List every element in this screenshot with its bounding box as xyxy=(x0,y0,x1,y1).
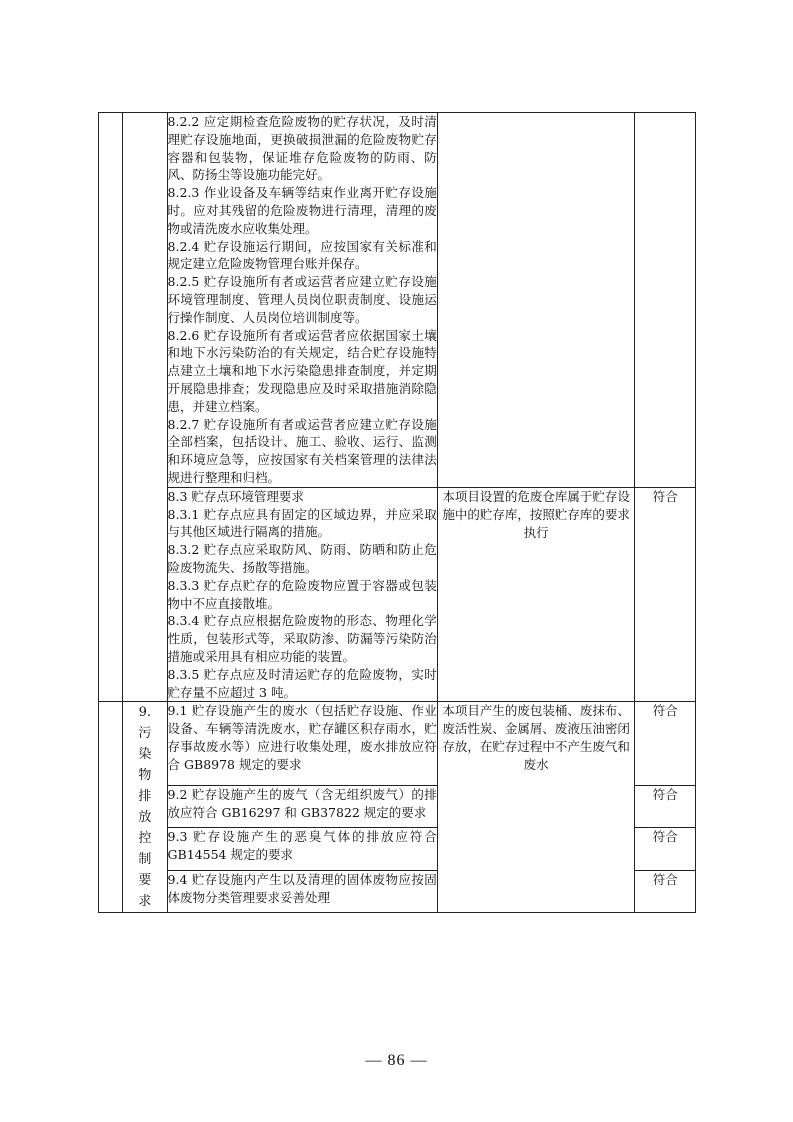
compliance-result: 符合 xyxy=(635,487,696,702)
blank-cell xyxy=(123,113,167,702)
requirement-cell xyxy=(167,487,437,702)
category-label xyxy=(123,702,167,913)
compliance-table xyxy=(98,112,696,913)
category-char: 染 xyxy=(138,747,152,763)
requirement-text: 8.3.3 贮存点贮存的危险废物应置于容器或包装物中不应直接散堆。 xyxy=(167,577,437,611)
project-description: 本项目设置的危废仓库属于贮存设施中的贮存库，按照贮存库的要求执行 xyxy=(437,487,635,702)
requirement-text: 9.3 贮存设施产生的恶臭气体的排放应符合 GB14554 规定的要求 xyxy=(167,829,437,863)
requirement-text: 8.2.5 贮存设施所有者或运营者应建立贮存设施环境管理制度、管理人员岗位职责制度、设施运行操作制度、人员岗位培训制度等。 xyxy=(167,274,437,325)
blank-cell xyxy=(99,702,123,913)
category-char: 控 xyxy=(138,831,152,847)
project-description: 本项目产生的废包装桶、废抹布、废活性炭、金属屑、废液压油密闭存放，在贮存过程中不产生废气和废水 xyxy=(437,702,635,913)
requirement-text: 8.2.6 贮存设施所有者或运营者应依据国家土壤和地下水污染防治的有关规定，结合贮存设施特点建立土壤和地下水污染隐患排查制度，并定期开展隐患排查；发现隐患应及时采取措施消除隐患，并建立档案。 xyxy=(167,327,437,414)
compliance-result: 符合 xyxy=(635,828,696,870)
table-row xyxy=(99,702,696,786)
table-row xyxy=(99,487,696,702)
page-number: — 86 — xyxy=(365,1052,428,1069)
requirement-text: 8.2.7 贮存设施所有者或运营者应建立贮存设施全部档案，包括设计、施工、验收、运行、监测和环境应急等，应按国家有关档案管理的法律法规进行整理和归档。 xyxy=(167,416,437,485)
requirement-heading: 8.3 贮存点环境管理要求 xyxy=(167,488,304,504)
category-char: 物 xyxy=(138,768,152,784)
category-char: 求 xyxy=(138,894,152,910)
requirement-cell xyxy=(167,786,437,828)
requirement-text: 9.4 贮存设施内产生以及清理的固体废物应按固体废物分类管理要求妥善处理 xyxy=(167,871,437,905)
requirement-cell xyxy=(167,702,437,786)
compliance-result: 符合 xyxy=(635,786,696,828)
requirement-text: 9.1 贮存设施产生的废水（包括贮存设施、作业设备、车辆等清洗废水，贮存罐区积存雨水，贮存事故废水等）应进行收集处理，废水排放应符合 GB8978 规定的要求 xyxy=(167,703,437,772)
requirement-text: 8.2.3 作业设备及车辆等结束作业离开贮存设施时。应对其残留的危险废物进行清理，清理的废物或清洗废水应收集处理。 xyxy=(167,185,437,236)
requirement-text: 9.2 贮存设施产生的废气（含无组织废气）的排放应符合 GB16297 和 GB37822 规定的要求 xyxy=(167,787,437,820)
requirement-cell xyxy=(167,113,437,488)
category-char: 放 xyxy=(138,810,152,826)
blank-cell xyxy=(99,113,123,702)
requirement-text: 8.2.2 应定期检查危险废物的贮存状况，及时清理贮存设施地面，更换破损泄漏的危险废物贮存容器和包装物，保证堆存危险废物的防雨、防风、防扬尘等设施功能完好。 xyxy=(167,114,437,183)
category-char: 制 xyxy=(138,852,152,868)
category-char: 要 xyxy=(138,873,152,889)
requirement-text: 8.3.2 贮存点应采取防风、防雨、防晒和防止危险废物流失、扬散等措施。 xyxy=(167,542,437,575)
category-char: 排 xyxy=(138,789,152,805)
category-char: 9. xyxy=(138,705,152,721)
compliance-result: 符合 xyxy=(635,870,696,912)
requirement-text: 8.3.5 贮存点应及时清运贮存的危险废物，实时贮存量不应超过 3 吨。 xyxy=(167,666,437,700)
requirement-text: 8.2.4 贮存设施运行期间，应按国家有关标准和规定建立危险废物管理台账并保存。 xyxy=(167,238,437,272)
compliance-result: 符合 xyxy=(635,702,696,786)
table-row xyxy=(99,113,696,488)
blank-cell xyxy=(437,113,635,488)
category-char: 污 xyxy=(138,726,152,742)
requirement-cell xyxy=(167,870,437,912)
requirement-cell xyxy=(167,828,437,870)
requirement-text: 8.3.1 贮存点应具有固定的区域边界，并应采取与其他区域进行隔离的措施。 xyxy=(167,506,437,540)
requirement-text: 8.3.4 贮存点应根据危险废物的形态、物理化学性质，包装形式等，采取防渗、防漏等污染防治措施或采用具有相应功能的装置。 xyxy=(167,613,437,664)
blank-cell xyxy=(635,113,696,488)
